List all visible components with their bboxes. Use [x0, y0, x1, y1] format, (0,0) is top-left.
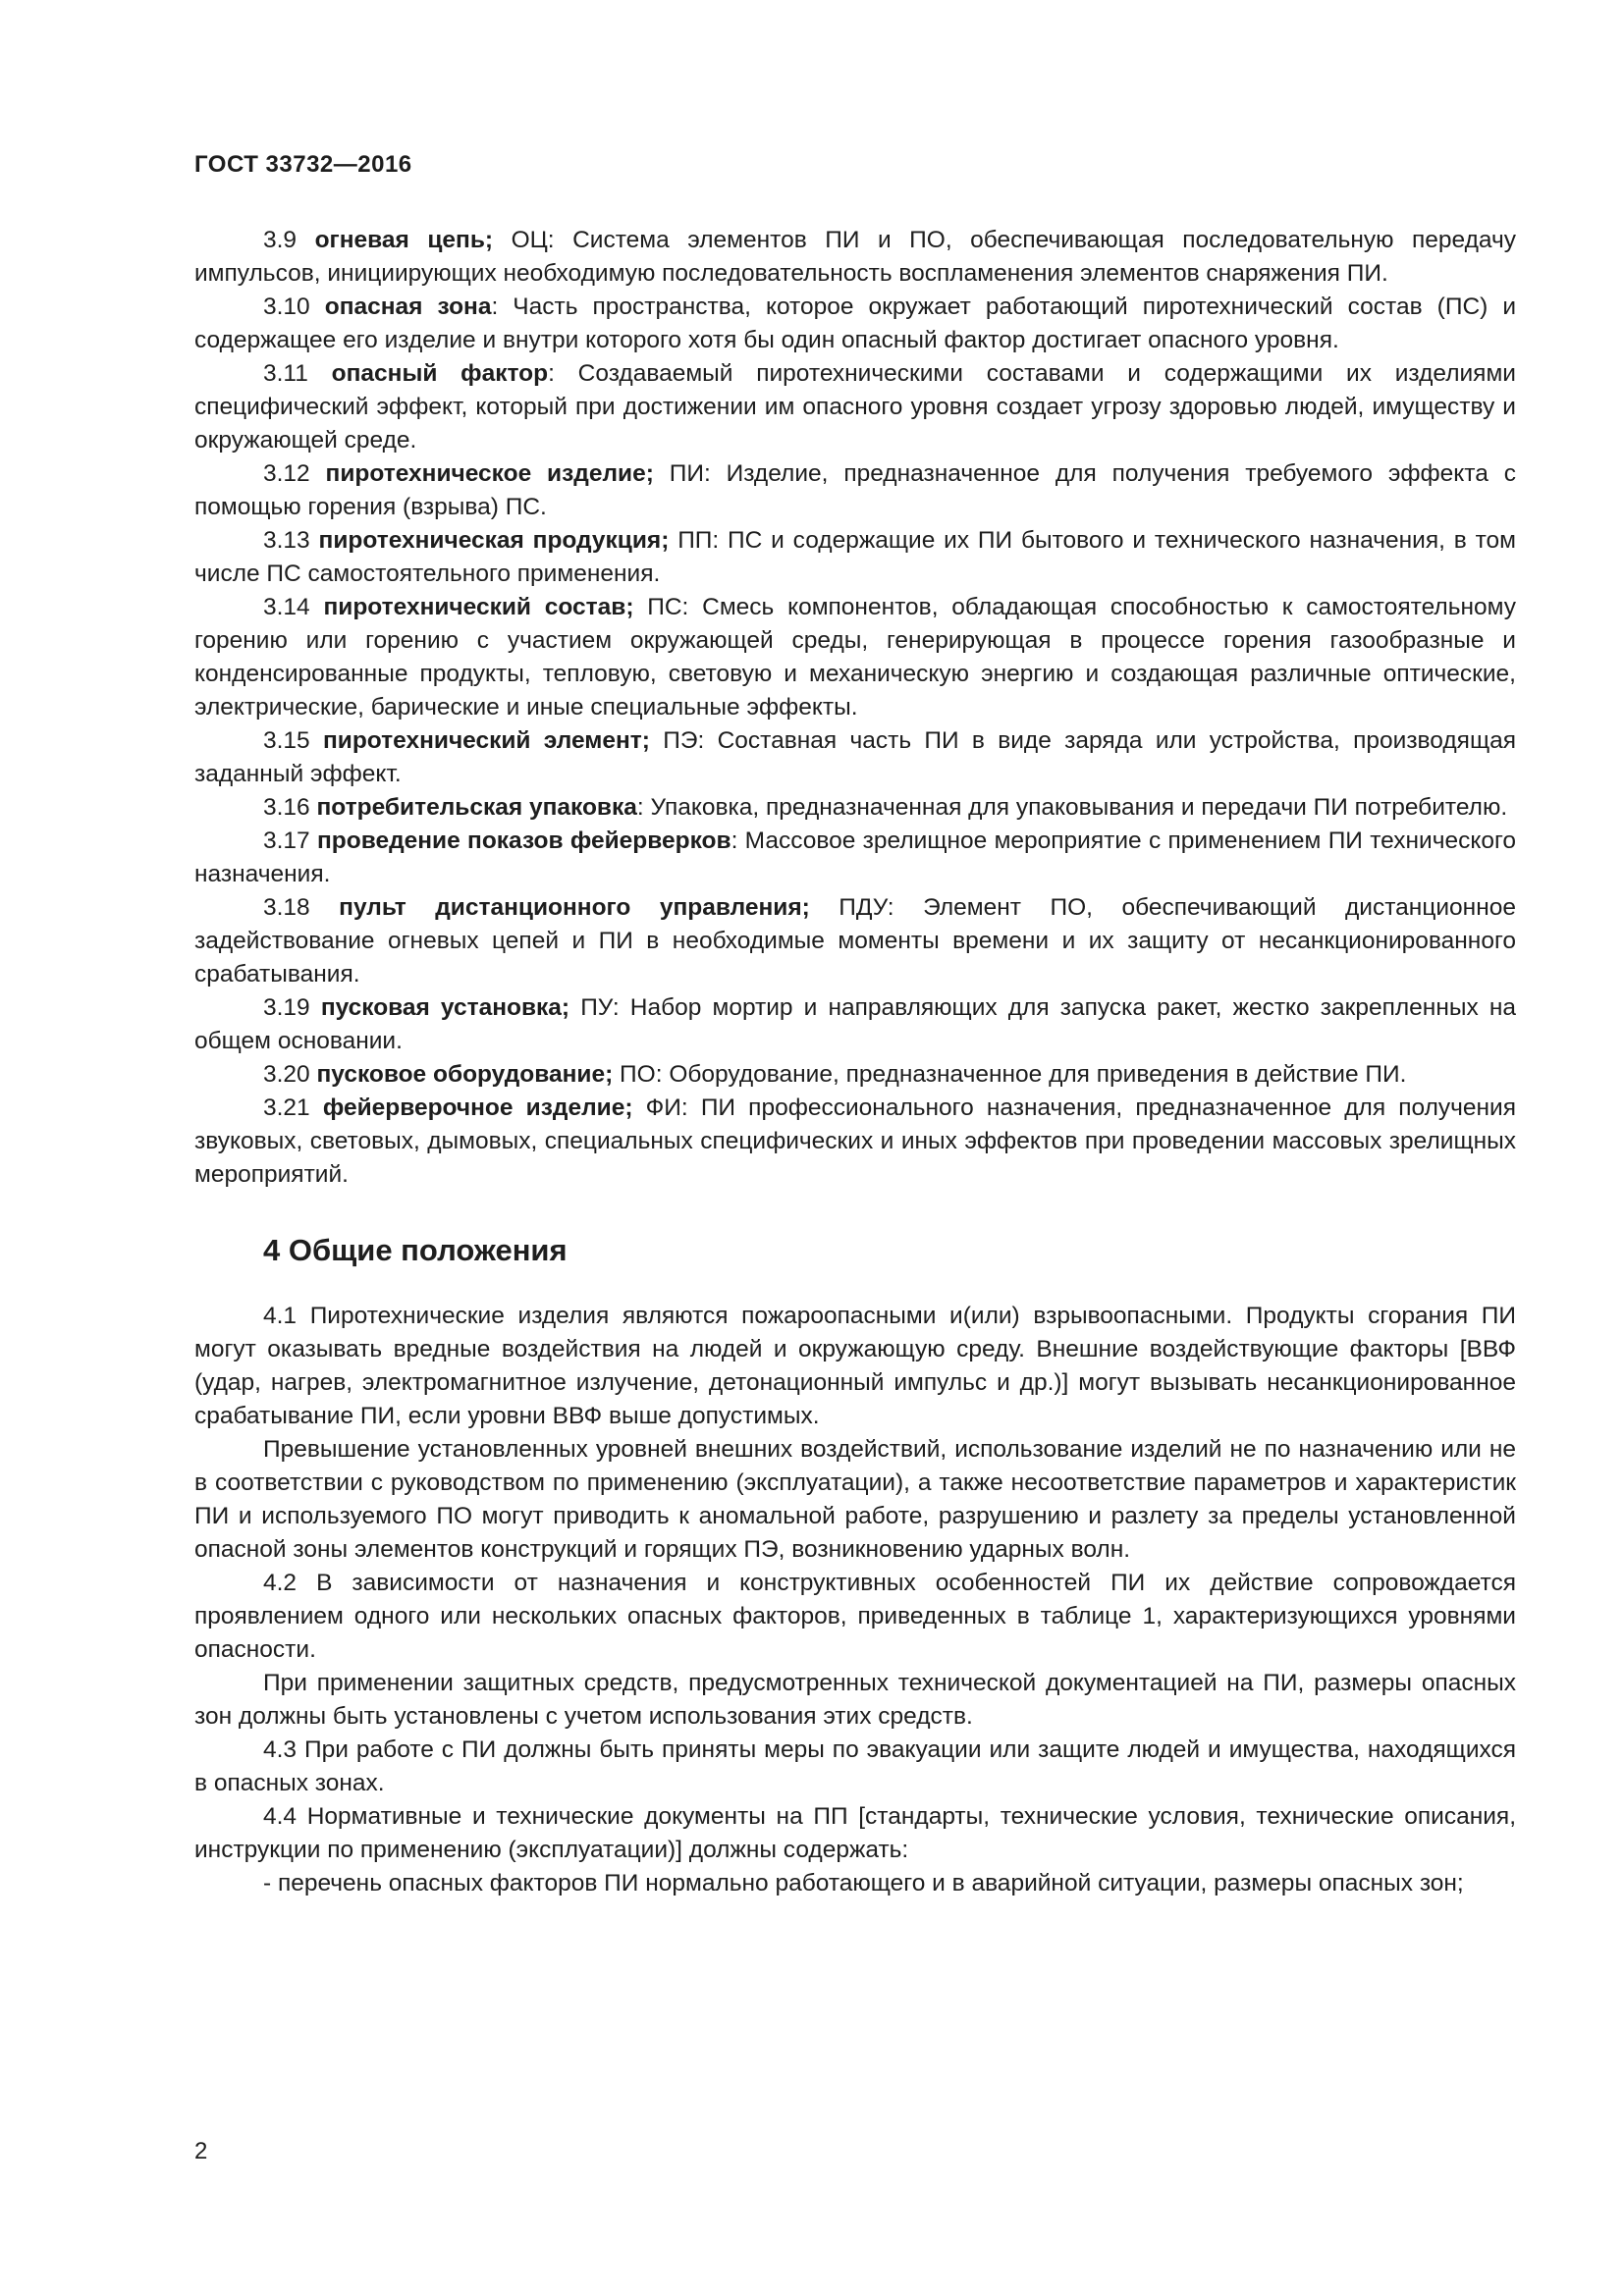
definition-number: 3.20: [263, 1061, 310, 1088]
definition-term: потребительская упаковка: [316, 794, 637, 821]
definition-text: ПУ: Набор мортир и направляющих для запуска ракет, жестко закрепленных на общем основании.: [194, 994, 1517, 1054]
definition-number: 3.13: [263, 527, 310, 554]
definitions-list: [194, 224, 1516, 1192]
definition-3-16: [194, 791, 1516, 825]
paragraph-4-2: 4.2 В зависимости от назначения и конструктивных особенностей ПИ их действие сопровождается проявлением одного или нескольких опасных факторов, приведенных в таблице 1, характеризующихся уровнями опасности.: [194, 1570, 1516, 1663]
definition-term: пиротехническое изделие;: [325, 460, 654, 487]
definition-text: ПС: Смесь компонентов, обладающая способностью к самостоятельному горению или горению с участием окружающей среды, генерирующая в процессе горения газообразные и конденсированные продукты, тепловую, световую и механическую энергию и создающая различные оптические, электрические, барические и иные специальные эффекты.: [194, 594, 1516, 721]
definition-number: 3.9: [263, 227, 298, 253]
definition-3-12: [194, 457, 1516, 524]
definition-text: : Упаковка, предназначенная для упаковывания и передачи ПИ потребителю.: [636, 794, 1508, 821]
definition-text: ФИ: ПИ профессионального назначения, предназначенное для получения звуковых, световых, дымовых, специальных специфических и иных эффектов при проведении массовых зрелищных мероприятий.: [194, 1095, 1517, 1188]
definition-text: ПО: Оборудование, предназначенное для приведения в действие ПИ.: [613, 1061, 1407, 1088]
definition-number: 3.11: [263, 360, 308, 387]
definition-text: ПДУ: Элемент ПО, обеспечивающий дистанционное задействование огневых цепей и ПИ в необходимые моменты времени и их защиту от несанкционированного срабатывания.: [194, 894, 1516, 988]
paragraph-4-3: 4.3 При работе с ПИ должны быть приняты меры по эвакуации или защите людей и имущества, находящихся в опасных зонах.: [194, 1736, 1516, 1796]
definition-term: пиротехническая продукция;: [318, 527, 670, 554]
definition-text: : Создаваемый пиротехническими составами и содержащими их изделиями специфический эффект, который при достижении им опасного уровня создает угрозу здоровью людей, имуществу и окружающей среде.: [194, 360, 1516, 454]
definition-number: 3.21: [263, 1095, 310, 1121]
document-body: [194, 224, 1516, 1900]
definition-term: пиротехнический элемент;: [322, 727, 650, 754]
definition-3-17: [194, 825, 1516, 891]
definition-number: 3.16: [263, 794, 310, 821]
definition-text: : Часть пространства, которое окружает работающий пиротехнический состав (ПС) и содержащее его изделие и внутри которого хотя бы один опасный фактор достигает опасного уровня.: [194, 294, 1517, 353]
definition-term: фейерверочное изделие;: [322, 1095, 633, 1121]
definition-number: 3.17: [263, 828, 310, 854]
definition-number: 3.12: [263, 460, 310, 487]
definition-3-10: [194, 291, 1516, 357]
definition-3-11: [194, 357, 1516, 457]
definition-3-14: [194, 591, 1516, 724]
definition-term: огневая цепь;: [314, 227, 494, 253]
definition-text: ПИ: Изделие, предназначенное для получения требуемого эффекта с помощью горения (взрыва) ПС.: [194, 460, 1516, 520]
definition-number: 3.19: [263, 994, 310, 1021]
definition-3-15: [194, 724, 1516, 791]
document-header: ГОСТ 33732—2016: [194, 151, 412, 178]
paragraph-4-1: 4.1 Пиротехнические изделия являются пожароопасными и(или) взрывоопасными. Продукты сгорания ПИ могут оказывать вредные воздействия на людей и окружающую среду. Внешние воздействующие факторы [ВВФ (удар, нагрев, электромагнитное излучение, детонационный импульс и др.)] могут вызывать несанкционированное срабатывание ПИ, если уровни ВВФ выше допустимых.: [194, 1303, 1516, 1429]
definition-term: опасная зона: [324, 294, 492, 320]
definition-text: : Массовое зрелищное мероприятие с применением ПИ технического назначения.: [194, 828, 1516, 887]
definition-text: ПП: ПС и содержащие их ПИ бытового и технического назначения, в том числе ПС самостоятельного применения.: [194, 527, 1516, 587]
definition-term: пусковая установка;: [320, 994, 570, 1021]
definition-3-18: [194, 891, 1516, 991]
paragraph-4-2-continued: При применении защитных средств, предусмотренных технической документацией на ПИ, размеры опасных зон должны быть установлены с учетом использования этих средств.: [194, 1670, 1516, 1730]
definition-text: ОЦ: Система элементов ПИ и ПО, обеспечивающая последовательную передачу импульсов, инициирующих необходимую последовательность воспламенения элементов снаряжения ПИ.: [194, 227, 1517, 287]
definition-3-9: [194, 224, 1516, 291]
paragraph-4-1-continued: Превышение установленных уровней внешних воздействий, использование изделий не по назначению или не в соответствии с руководством по применению (эксплуатации), а также несоответствие параметров и характеристик ПИ и используемого ПО могут приводить к аномальной работе, разрушению и разлету за пределы установленной опасной зоны элементов конструкций и горящих ПЭ, возникновению ударных волн.: [194, 1436, 1516, 1563]
definition-number: 3.10: [263, 294, 310, 320]
definition-number: 3.15: [263, 727, 310, 754]
definition-3-21: [194, 1092, 1516, 1192]
page-number: 2: [194, 2138, 208, 2164]
definition-term: пусковое оборудование;: [316, 1061, 614, 1088]
definition-text: ПЭ: Составная часть ПИ в виде заряда или устройства, производящая заданный эффект.: [194, 727, 1516, 787]
section-title: 4 Общие положения: [263, 1233, 568, 1267]
definition-term: пиротехнический состав;: [323, 594, 634, 620]
definition-3-19: [194, 991, 1516, 1058]
definition-term: пульт дистанционного управления;: [339, 894, 810, 921]
definition-number: 3.18: [263, 894, 310, 921]
list-item: - перечень опасных факторов ПИ нормально работающего и в аварийной ситуации, размеры опасных зон;: [263, 1870, 1464, 1896]
definition-term: проведение показов фейерверков: [316, 828, 731, 854]
section-body: [194, 1300, 1516, 1900]
definition-3-13: [194, 524, 1516, 591]
definition-3-20: [194, 1058, 1516, 1092]
paragraph-4-4: 4.4 Нормативные и технические документы на ПП [стандарты, технические условия, технические описания, инструкции по применению (эксплуатации)] должны содержать:: [194, 1803, 1516, 1863]
definition-term: опасный фактор: [331, 360, 549, 387]
definition-number: 3.14: [263, 594, 310, 620]
